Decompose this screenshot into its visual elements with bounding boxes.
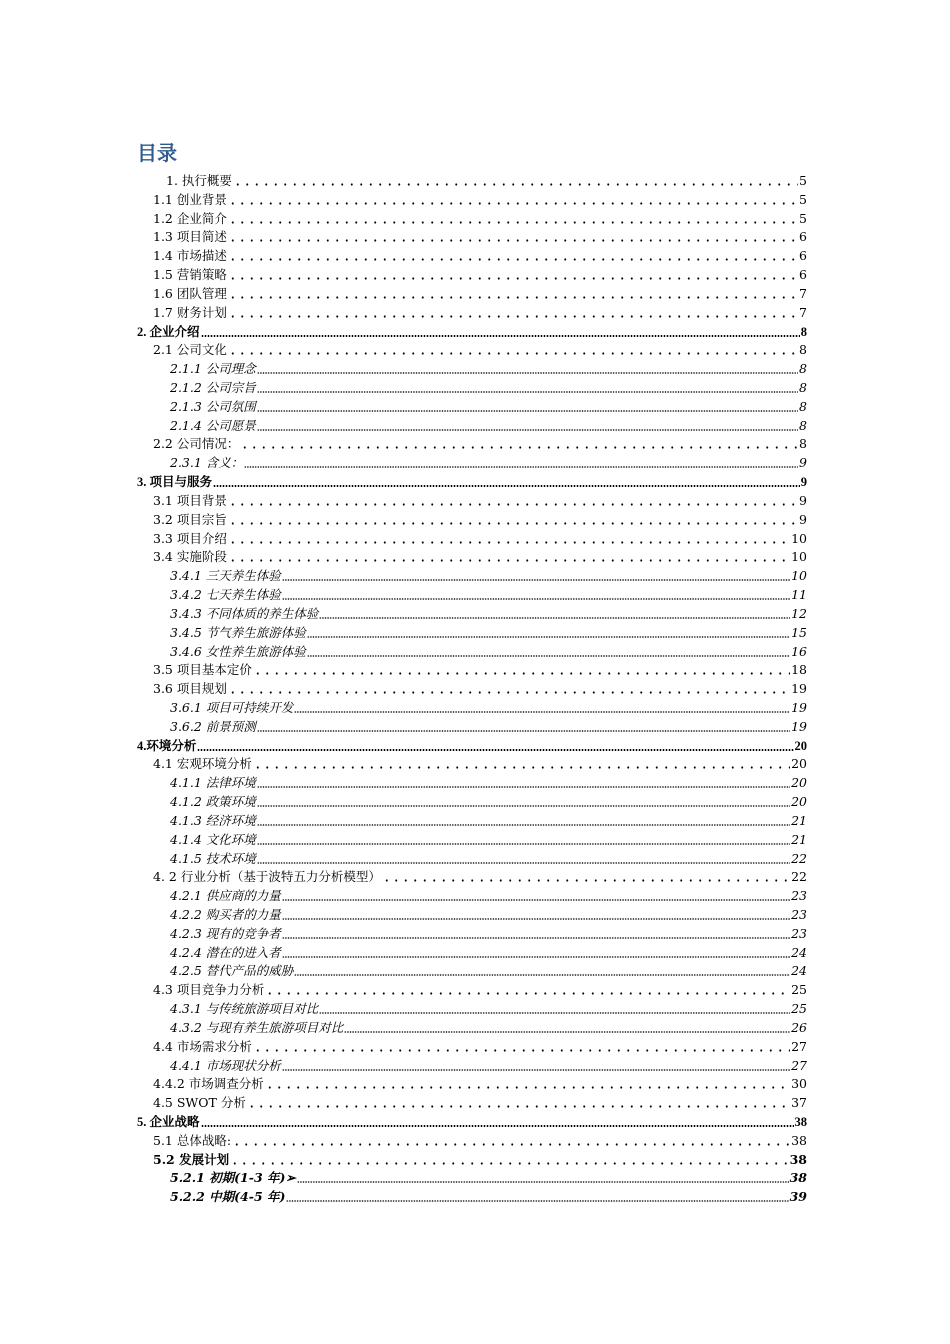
dot-leader — [257, 410, 798, 412]
dot-leader — [294, 711, 790, 713]
toc-entry-page: 20 — [791, 756, 807, 772]
toc-entry[interactable] — [153, 1092, 807, 1111]
toc-entry[interactable] — [137, 1111, 807, 1130]
dot-leader — [228, 522, 798, 525]
dot-leader — [228, 221, 798, 224]
toc-entry-label: 4.2.1 供应商的力量 — [170, 888, 281, 904]
dot-leader — [201, 335, 800, 337]
toc-entry-label: 2.3.1 含义： — [170, 455, 244, 471]
toc-entry[interactable] — [170, 641, 807, 660]
dot-leader — [228, 352, 798, 355]
toc-entry-label: 4.4 市场需求分析 — [153, 1038, 252, 1054]
dot-leader — [257, 391, 798, 393]
dot-leader — [265, 1086, 790, 1089]
dot-leader — [228, 315, 798, 318]
toc-entry[interactable] — [170, 772, 807, 791]
toc-entry-label: 1.1 创业背景 — [153, 191, 227, 207]
toc-entry-page: 23 — [791, 888, 807, 904]
toc-entry-page: 25 — [791, 982, 807, 998]
toc-entry[interactable] — [153, 302, 807, 321]
toc-entry[interactable] — [170, 565, 807, 584]
toc-entry-page: 12 — [791, 605, 807, 621]
toc-entry-page: 6 — [799, 229, 807, 245]
toc-entry-label: 3.2 项目宗旨 — [153, 511, 227, 527]
toc-entry[interactable] — [153, 866, 807, 885]
toc-entry-page: 10 — [791, 568, 807, 584]
dot-leader — [257, 805, 790, 807]
toc-entry-label: 3.3 项目介绍 — [153, 530, 227, 546]
toc-entry-label: 3.1 项目背景 — [153, 492, 227, 508]
toc-entry[interactable] — [153, 678, 807, 697]
toc-entry-label: 3.6.1 项目可持续开发 — [170, 699, 294, 715]
toc-entry-label: 5.2.1 初期(1-3 年)➢ — [170, 1170, 296, 1186]
toc-entry[interactable] — [170, 396, 807, 415]
toc-entry-page: 19 — [791, 681, 807, 697]
toc-entry-page: 9 — [799, 492, 807, 508]
dot-leader — [213, 485, 800, 487]
toc-entry[interactable] — [153, 546, 807, 565]
toc-entry-label: 4.4.1 市场现状分析 — [170, 1057, 281, 1073]
dot-leader — [240, 446, 798, 449]
toc-entry-page: 16 — [791, 643, 807, 659]
toc-entry[interactable] — [170, 810, 807, 829]
dot-leader — [382, 879, 790, 882]
toc-entry-label: 3.6 项目规划 — [153, 681, 227, 697]
toc-entry-page: 39 — [789, 1189, 807, 1205]
toc-entry-page: 6 — [799, 267, 807, 283]
toc-entry-page: 9 — [799, 511, 807, 527]
toc-entry-label: 1.2 企业简介 — [153, 210, 227, 226]
toc-entry-page: 8 — [799, 398, 807, 414]
toc-entry-page: 38 — [791, 1132, 807, 1148]
toc-entry-label: 3.4.6 女性养生旅游体验 — [170, 643, 306, 659]
toc-entry-page: 10 — [791, 549, 807, 565]
toc-entry-page: 37 — [791, 1095, 807, 1111]
dot-leader — [282, 937, 790, 939]
toc-entry-label: 4.2.4 潜在的进入者 — [170, 944, 281, 960]
toc-entry[interactable] — [170, 716, 807, 735]
dot-leader — [294, 974, 790, 976]
toc-entry-label: 3.6.2 前景预测 — [170, 718, 256, 734]
toc-entry[interactable] — [153, 226, 807, 245]
dot-leader — [253, 766, 790, 769]
toc-entry-page: 19 — [791, 718, 807, 734]
dot-leader — [244, 466, 798, 468]
toc-entry[interactable] — [170, 1186, 807, 1205]
dot-leader — [282, 598, 790, 600]
toc-entry-label: 2.1.3 公司氛围 — [170, 398, 256, 414]
toc-entry-page: 8 — [799, 417, 807, 433]
toc-entry-label: 4.4.2 市场调查分析 — [153, 1076, 264, 1092]
toc-entry-page: 18 — [791, 662, 807, 678]
toc-entry[interactable] — [153, 283, 807, 302]
toc-entry-page: 9 — [799, 455, 807, 471]
toc-entry-label: 4.3.2 与现有养生旅游项目对比 — [170, 1019, 344, 1035]
toc-entry[interactable] — [153, 753, 807, 772]
dot-leader — [257, 372, 798, 374]
toc-entry-page: 6 — [799, 248, 807, 264]
dot-leader — [232, 1143, 790, 1146]
toc-entry[interactable] — [153, 433, 807, 452]
toc-entry[interactable] — [170, 358, 807, 377]
toc-entry-label: 1.4 市场描述 — [153, 248, 227, 264]
toc-entry-label: 4.1.5 技术环境 — [170, 850, 256, 866]
toc-entry[interactable] — [170, 1017, 807, 1036]
toc-entry[interactable] — [170, 791, 807, 810]
toc-entry[interactable] — [170, 829, 807, 848]
toc-entry[interactable] — [170, 1167, 807, 1186]
toc-entry-page: 26 — [791, 1019, 807, 1035]
toc-entry[interactable] — [170, 377, 807, 396]
toc-entry[interactable] — [153, 979, 807, 998]
toc-entry[interactable] — [170, 452, 807, 471]
toc-entry-label: 4.1.2 政策环境 — [170, 794, 256, 810]
dot-leader — [282, 899, 790, 901]
toc-entry[interactable] — [170, 1055, 807, 1074]
toc-entry[interactable] — [170, 415, 807, 434]
dot-leader — [253, 1049, 790, 1052]
toc-entry[interactable] — [153, 528, 807, 547]
dot-leader — [319, 1012, 790, 1014]
toc-entry-label: 1.5 营销策略 — [153, 267, 227, 283]
toc-entry[interactable] — [153, 1149, 807, 1168]
toc-entry-label: 3.4.2 七天养生体验 — [170, 587, 281, 603]
toc-entry[interactable] — [153, 1036, 807, 1055]
dot-leader — [307, 636, 790, 638]
toc-entry[interactable] — [137, 735, 807, 754]
dot-leader — [282, 579, 790, 581]
toc-entry-label: 2.1.1 公司理念 — [170, 361, 256, 377]
dot-leader — [257, 862, 790, 864]
dot-leader — [344, 1031, 790, 1033]
toc-entry[interactable] — [153, 339, 807, 358]
toc-entry-page: 38 — [789, 1170, 807, 1186]
toc-entry-page: 5 — [799, 191, 807, 207]
toc-entry-page: 8 — [799, 436, 807, 452]
toc-entry-page: 25 — [791, 1001, 807, 1017]
toc-entry-label: 4.1 宏观环境分析 — [153, 756, 252, 772]
toc-entry-page: 27 — [791, 1038, 807, 1054]
toc-entry-label: 4.2.2 购买者的力量 — [170, 906, 281, 922]
dot-leader — [228, 691, 790, 694]
dot-leader — [228, 296, 798, 299]
toc-entry[interactable] — [153, 1130, 807, 1149]
toc-entry-page: 23 — [791, 925, 807, 941]
toc-entry-page: 10 — [791, 530, 807, 546]
dot-leader — [257, 730, 790, 732]
toc-entry[interactable] — [170, 697, 807, 716]
toc-entry-page: 7 — [799, 304, 807, 320]
dot-leader — [257, 786, 790, 788]
toc-entry-label: 4.3.1 与传统旅游项目对比 — [170, 1001, 319, 1017]
toc-entry[interactable] — [137, 321, 807, 340]
toc-entry-label: 4.1.4 文化环境 — [170, 831, 256, 847]
toc-entry-label: 2.1 公司文化 — [153, 342, 227, 358]
toc-entry-label: 1.6 团队管理 — [153, 285, 227, 301]
toc-entry-label: 5.2.2 中期(4-5 年) — [170, 1189, 286, 1205]
toc-entry[interactable] — [170, 603, 807, 622]
toc-entry[interactable] — [170, 885, 807, 904]
toc-entry-label: 3.4 实施阶段 — [153, 549, 227, 565]
toc-entry[interactable] — [153, 245, 807, 264]
toc-entry-page: 8 — [800, 324, 807, 339]
dot-leader — [233, 183, 798, 186]
toc-entry-label: 1.3 项目简述 — [153, 229, 227, 245]
toc-entry-label: 1. 执行概要 — [166, 173, 232, 188]
dot-leader — [228, 559, 790, 562]
dot-leader — [257, 843, 790, 845]
toc-entry[interactable] — [170, 622, 807, 641]
dot-leader — [201, 1125, 794, 1127]
toc-entry[interactable] — [166, 170, 807, 189]
toc-entry-label: 4.1.3 经济环境 — [170, 812, 256, 828]
toc-entry[interactable] — [153, 1073, 807, 1092]
toc-entry-page: 20 — [791, 794, 807, 810]
toc-entry-page: 38 — [794, 1115, 807, 1129]
toc-entry[interactable] — [170, 923, 807, 942]
toc-entry-page: 20 — [794, 738, 807, 753]
toc-entry-page: 21 — [791, 812, 807, 828]
toc-entry-label: 3.4.1 三天养生体验 — [170, 568, 281, 584]
dot-leader — [247, 1105, 790, 1108]
toc-entry-label: 3.5 项目基本定价 — [153, 662, 252, 678]
toc-entry[interactable] — [153, 509, 807, 528]
toc-entry[interactable] — [170, 960, 807, 979]
dot-leader — [230, 1162, 788, 1165]
toc-entry-label: 5.2 发展计划 — [153, 1151, 230, 1167]
toc-entry-label: 4.环境分析 — [137, 738, 197, 753]
toc-entry-page: 21 — [791, 831, 807, 847]
toc-entry-page: 15 — [791, 624, 807, 640]
toc-entry-label: 3.4.5 节气养生旅游体验 — [170, 624, 306, 640]
toc-entry-label: 4. 2 行业分析（基于波特五力分析模型） — [153, 869, 381, 885]
dot-leader — [257, 824, 790, 826]
dot-leader — [297, 1181, 789, 1183]
dot-leader — [228, 541, 790, 544]
dot-leader — [265, 992, 790, 995]
toc-entry-page: 20 — [791, 775, 807, 791]
toc-entry-page: 8 — [799, 342, 807, 358]
toc-entry[interactable] — [170, 904, 807, 923]
dot-leader — [197, 749, 793, 751]
toc-entry-page: 22 — [791, 850, 807, 866]
toc-entry-page: 38 — [789, 1151, 807, 1167]
toc-entry[interactable] — [137, 471, 807, 490]
toc-entry-page: 5 — [799, 173, 807, 188]
dot-leader — [253, 672, 790, 675]
toc-entry-page: 5 — [799, 210, 807, 226]
toc-entry[interactable] — [153, 659, 807, 678]
toc-entry[interactable] — [153, 208, 807, 227]
toc-entry[interactable] — [170, 998, 807, 1017]
toc-entry-label: 5. 企业战略 — [137, 1115, 200, 1129]
dot-leader — [228, 239, 798, 242]
dot-leader — [282, 956, 790, 958]
toc-entry-label: 2.2 公司情况： — [153, 436, 240, 452]
toc-entry-label: 2.1.2 公司宗旨 — [170, 380, 256, 396]
toc-entry[interactable] — [170, 848, 807, 867]
dot-leader — [282, 918, 790, 920]
toc-entry-label: 4.3 项目竞争力分析 — [153, 982, 265, 998]
toc-entry[interactable] — [153, 189, 807, 208]
toc-entry-page: 11 — [791, 587, 807, 603]
toc-entry-label: 2.1.4 公司愿景 — [170, 417, 256, 433]
toc-entry-page: 7 — [799, 285, 807, 301]
toc-entry-label: 2. 企业介绍 — [137, 324, 200, 339]
toc-entry-page: 22 — [791, 869, 807, 885]
toc-entry[interactable] — [153, 264, 807, 283]
toc-title: 目录 — [137, 141, 177, 165]
dot-leader — [319, 617, 790, 619]
dot-leader — [282, 1069, 790, 1071]
toc-entry-page: 8 — [799, 380, 807, 396]
toc-entry-page: 8 — [799, 361, 807, 377]
toc-entry-label: 4.2.5 替代产品的威胁 — [170, 963, 294, 979]
toc-entry-page: 19 — [791, 699, 807, 715]
toc-entry-page: 24 — [791, 944, 807, 960]
toc-entry-label: 1.7 财务计划 — [153, 304, 227, 320]
toc-entry[interactable] — [170, 942, 807, 961]
toc-entry-page: 9 — [800, 475, 807, 490]
toc-entry-page: 23 — [791, 906, 807, 922]
toc-entry-label: 5.1 总体战略: — [153, 1132, 232, 1148]
dot-leader — [228, 503, 798, 506]
toc-entry-label: 4.2.3 现有的竞争者 — [170, 925, 281, 941]
toc-entry-label: 3.4.3 不同体质的养生体验 — [170, 605, 319, 621]
toc-entry-label: 4.1.1 法律环境 — [170, 775, 256, 791]
toc-entry-page: 30 — [791, 1076, 807, 1092]
dot-leader — [257, 429, 798, 431]
dot-leader — [228, 258, 798, 261]
toc-entry[interactable] — [170, 584, 807, 603]
dot-leader — [286, 1200, 788, 1202]
toc-entry-label: 4.5 SWOT 分析 — [153, 1095, 246, 1111]
toc-entry-page: 24 — [791, 963, 807, 979]
toc-entry-label: 3. 项目与服务 — [137, 475, 213, 490]
toc-entry-page: 27 — [791, 1057, 807, 1073]
dot-leader — [228, 277, 798, 280]
dot-leader — [228, 202, 798, 205]
dot-leader — [307, 655, 790, 657]
toc-entry[interactable] — [153, 490, 807, 509]
